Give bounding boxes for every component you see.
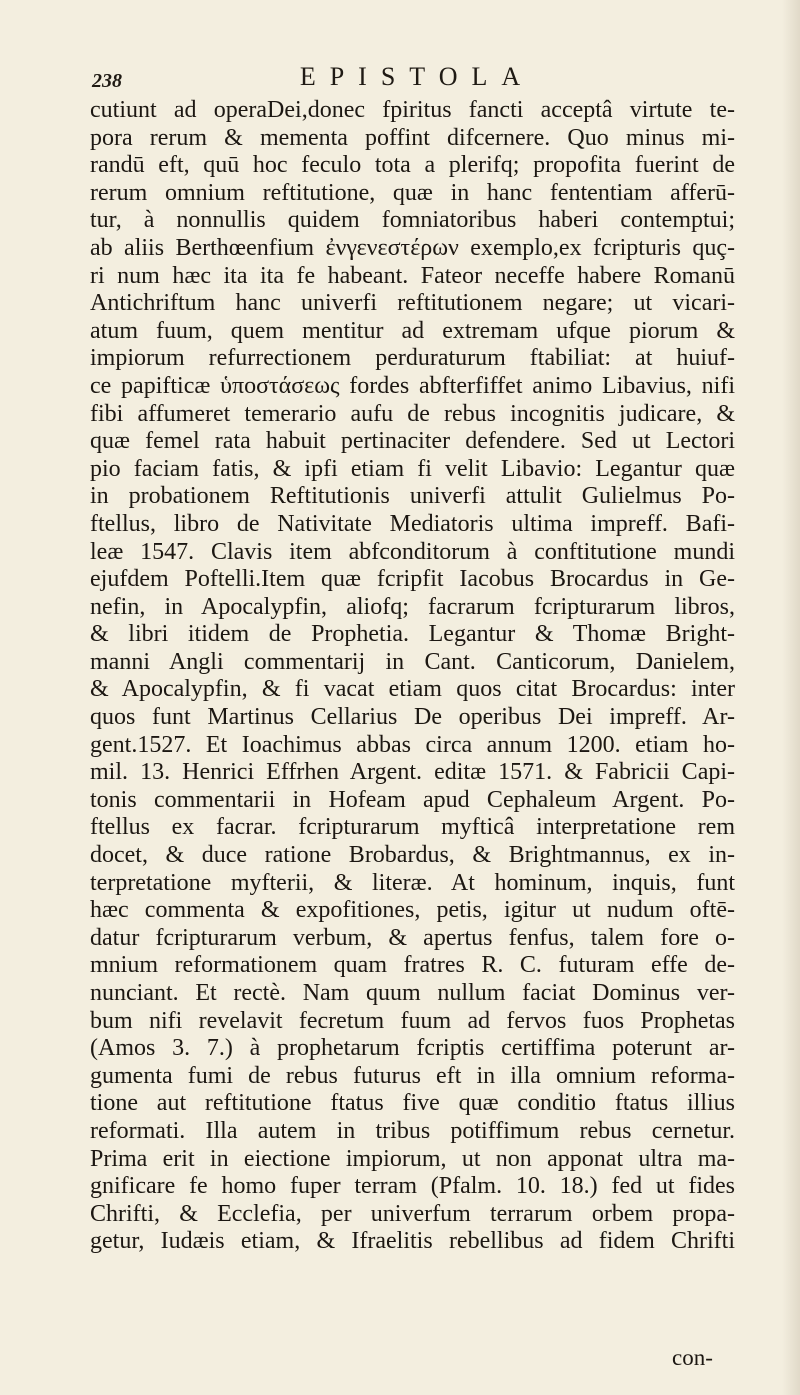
text-line: docet, & duce ratione Brobardus, & Brightmannus, ex in- (90, 842, 735, 869)
running-head (92, 60, 742, 100)
text-line: bum nifi revelavit fecretum fuum ad fervos fuos Prophetas (90, 1007, 735, 1034)
text-line: rerum omnium reftitutione, quæ in hanc fententiam afferū- (90, 179, 735, 206)
text-line: reformati. Illa autem in tribus potiffimum rebus cernetur. (90, 1117, 735, 1144)
text-line: (Amos 3. 7.) à prophetarum fcriptis certiffima poterunt ar- (90, 1035, 735, 1062)
text-line: tur, à nonnullis quidem fomniatoribus haberi contemptui; (90, 207, 735, 234)
text-line: atum fuum, quem mentitur ad extremam ufque piorum & (90, 317, 735, 344)
text-line: quæ femel rata habuit pertinaciter defendere. Sed ut Lectori (90, 428, 735, 455)
text-line: leæ 1547. Clavis item abfconditorum à conftitutione mundi (90, 538, 735, 565)
text-line: in probationem Reftitutionis univerfi attulit Gulielmus Po- (90, 483, 735, 510)
text-line: ab aliis Berthœenfium ἐνγενεστέρων exemplo,ex fcripturis quç- (90, 234, 735, 261)
text-line: mil. 13. Henrici Effrhen Argent. editæ 1571. & Fabricii Capi- (90, 759, 735, 786)
text-line: pora rerum & mementa poffint difcernere. Quo minus mi- (90, 124, 735, 151)
catchword: con- (672, 1345, 713, 1370)
text-line: Prima erit in eiectione impiorum, ut non apponat ultra ma- (90, 1145, 735, 1172)
text-line: gnificare fe homo fuper terram (Pfalm. 10. 18.) fed ut fides (90, 1173, 735, 1200)
text-line: cutiunt ad operaDei,donec fpiritus fancti acceptâ virtute te- (90, 97, 735, 123)
text-line: manni Angli commentarij in Cant. Canticorum, Danielem, (90, 648, 735, 675)
text-line: ce papifticæ ὑποστάσεως fordes abfterfiffet animo Libavius, nifi (90, 372, 735, 399)
text-line: Antichriftum hanc univerfi reftitutionem negare; ut vicari- (90, 290, 735, 317)
text-line: terpretatione myfterii, & literæ. At hominum, inquis, funt (90, 869, 735, 896)
text-line: Chrifti, & Ecclefia, per univerfum terrarum orbem propa- (90, 1200, 735, 1227)
text-line: gent.1527. Et Ioachimus abbas circa annum 1200. etiam ho- (90, 731, 735, 758)
text-line: ftellus, libro de Nativitate Mediatoris ultima impreff. Bafi- (90, 510, 735, 537)
text-line: hæc commenta & expofitiones, petis, igitur ut nudum oftē- (90, 897, 735, 924)
text-line: ri num hæc ita ita fe habeant. Fateor neceffe habere Romanū (90, 262, 735, 289)
text-line: ejufdem Poftelli.Item quæ fcripfit Iacobus Brocardus in Ge- (90, 566, 735, 593)
body-text (90, 97, 735, 1256)
text-line: & Apocalypfin, & fi vacat etiam quos citat Brocardus: inter (90, 676, 735, 703)
page-edge-shadow (782, 0, 800, 1395)
text-line: datur fcripturarum verbum, & apertus fenfus, talem fore o- (90, 924, 735, 951)
text-line: & libri itidem de Prophetia. Legantur & Thomæ Bright- (90, 621, 735, 648)
text-line: tione aut reftitutione ftatus five quæ conditio ftatus illius (90, 1090, 735, 1117)
text-line: fibi affumeret temerario aufu de rebus incognitis judicare, & (90, 400, 735, 427)
text-line: randū eft, quū hoc feculo tota a plerifq; propofita fuerint de (90, 152, 735, 179)
text-line: nunciant. Et rectè. Nam quum nullum faciat Dominus ver- (90, 980, 735, 1006)
text-line: nefin, in Apocalypfin, aliofq; facrarum fcripturarum libros, (90, 593, 735, 620)
text-line: getur, Iudæis etiam, & Ifraelitis rebellibus ad fidem Chrifti (90, 1228, 735, 1255)
text-line: mnium reformationem quam fratres R. C. futuram effe de- (90, 952, 735, 979)
text-line: gumenta fumi de rebus futurus eft in illa omnium reforma- (90, 1062, 735, 1089)
page-title: EPISTOLA (299, 62, 535, 91)
page-number: 238 (92, 70, 122, 92)
text-line: pio faciam fatis, & ipfi etiam fi velit Libavio: Legantur quæ (90, 455, 735, 482)
text-line: ftellus ex facrar. fcripturarum myfticâ interpretatione rem (90, 814, 735, 841)
text-line: impiorum refurrectionem perduraturum ftabiliat: at huiuf- (90, 345, 735, 372)
text-line: quos funt Martinus Cellarius De operibus Dei impreff. Ar- (90, 704, 735, 731)
text-line: tonis commentarii in Hofeam apud Cephaleum Argent. Po- (90, 786, 735, 813)
